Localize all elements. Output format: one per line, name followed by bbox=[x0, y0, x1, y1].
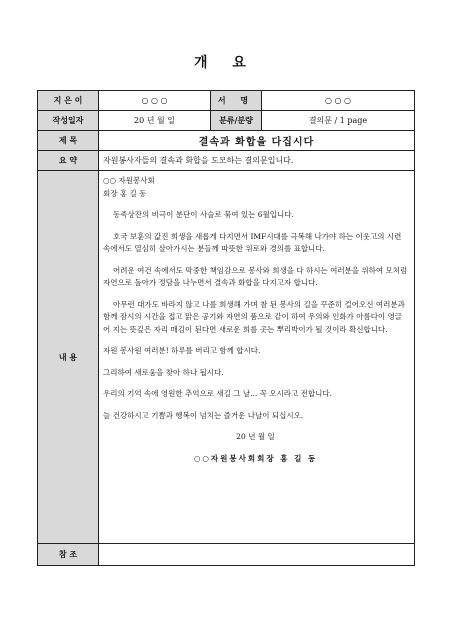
paragraph-8: 늘 건강하시고 기쁨과 행복이 넘치는 즐거운 나날이 되십시오. bbox=[103, 410, 304, 420]
summary-label: 요 약 bbox=[38, 151, 99, 171]
content-row bbox=[38, 171, 415, 544]
paragraph-4: 아무런 대가도 바라지 않고 나를 희생해 가며 참 된 봉사의 길을 꾸준히 걸어오신 여러분과 함께 잠시의 시간을 접고 맑은 공기와 자연의 품으로 같이 하여 우의와 인화가 아름다이 영글어 지는 뜻깊은 자리 매김이 된다면 새로운 희를 곳는 뿌리박이가 될 것이라 확신합니다. bbox=[103, 299, 405, 334]
content-cell bbox=[99, 171, 415, 544]
signature-value: ○ ○ ○ bbox=[262, 91, 415, 111]
author-label: 지 은 이 bbox=[38, 91, 99, 111]
summary-form-table bbox=[37, 90, 415, 566]
paragraph-1: 동족상잔의 비극이 분단이 사슬로 묶여 있는 6월입니다. bbox=[113, 210, 294, 219]
document-title: 개 요 bbox=[194, 55, 256, 71]
reference-row bbox=[38, 544, 415, 566]
paragraph-2: 호국 보훈의 값진 희생을 새롭게 다지면서 IMF시대를 극복해 나가야 하는 이웃고의 시련 속에서도 열심히 살아가시는 분들께 따뜻한 위로와 경의를 표합니다. bbox=[103, 231, 402, 253]
author-value: ○ ○ ○ bbox=[99, 91, 211, 111]
subject-row bbox=[38, 131, 415, 151]
leader-name: 회장 홍 길 동 bbox=[103, 188, 147, 198]
paragraph-3: 어려운 여건 속에서도 막중한 책임감으로 봉사와 희생을 다 하시는 여러분을 위하여 모처럼 자연으로 돌아가 정담을 나누면서 결속과 화합을 다지고자 합니다. bbox=[103, 265, 408, 287]
content-label: 내 용 bbox=[38, 171, 99, 544]
resolution-text bbox=[103, 171, 410, 465]
paragraph-7: 우리의 기억 속에 영원한 추억으로 새길 그 날... 꼭 오시라고 전합니다. bbox=[103, 389, 332, 398]
paragraph-6: 그리하여 새로움을 찾아 하나 됩시다. bbox=[103, 367, 224, 377]
paragraph-5: 자원 봉사원 여러분! 하루를 버리고 함께 합시다. bbox=[103, 346, 261, 355]
org-name: ○○ 자원봉사회 bbox=[103, 176, 155, 185]
reference-label: 참 조 bbox=[38, 544, 99, 566]
resolution-date: 20 년 월 일 bbox=[236, 432, 275, 441]
author-row bbox=[38, 91, 415, 111]
subject-value: 결속과 화합을 다집시다 bbox=[99, 131, 415, 151]
date-value: 20 년 월 일 bbox=[99, 111, 211, 131]
reference-value bbox=[99, 544, 415, 566]
signature-label: 서 명 bbox=[211, 91, 262, 111]
summary-value: 자원봉사자들의 결속과 화합을 도모하는 결의문입니다. bbox=[99, 151, 415, 171]
date-label: 작성일자 bbox=[38, 111, 99, 131]
category-label: 분류/분량 bbox=[211, 111, 262, 131]
date-row bbox=[38, 111, 415, 131]
category-value: 결의문 / 1 page bbox=[262, 111, 415, 131]
summary-row bbox=[38, 151, 415, 171]
subject-label: 제 목 bbox=[38, 131, 99, 151]
resolution-signature: ○○자원봉사회회장 홍 길 동 bbox=[193, 453, 318, 463]
